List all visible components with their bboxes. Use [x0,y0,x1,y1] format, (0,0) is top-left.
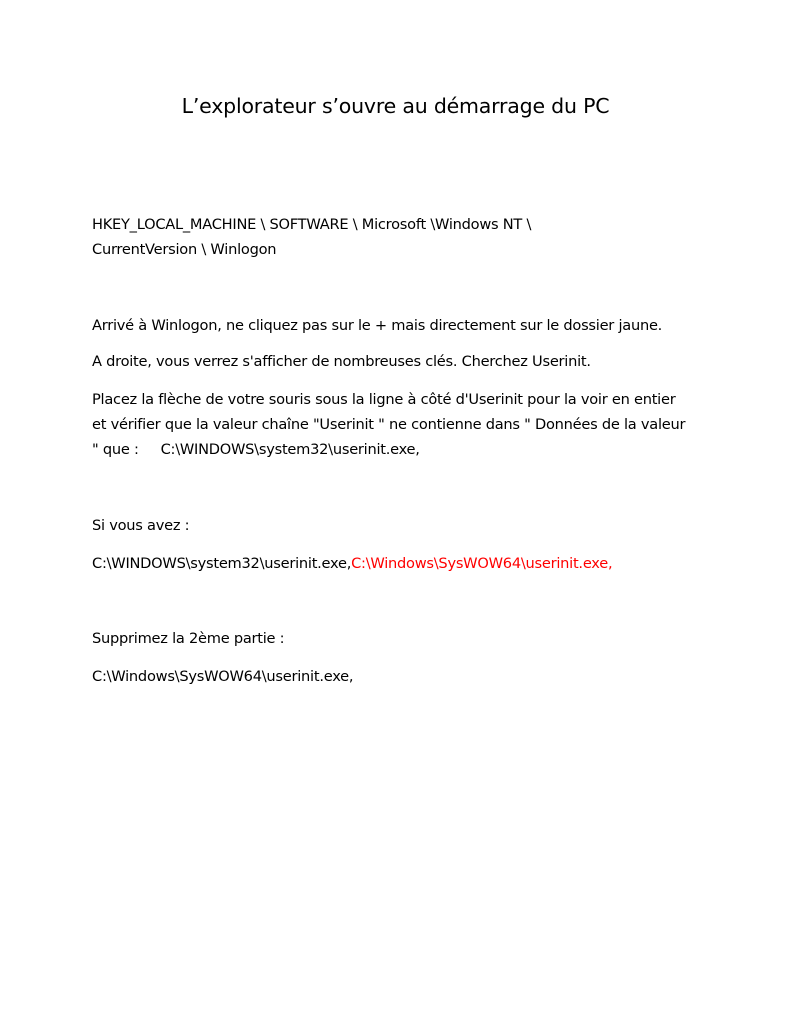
step-check-value-line-2: et vérifier que la valeur chaîne "Userinit " ne contienne dans " Données de la valeur [92,416,686,433]
remove-label: Supprimez la 2ème partie : [92,630,285,647]
example-value-red: C:\Windows\SysWOW64\userinit.exe, [351,555,613,572]
step-winlogon: Arrivé à Winlogon, ne cliquez pas sur le + mais directement sur le dossier jaune. [92,317,663,334]
step-find-userinit: A droite, vous verrez s'afficher de nombreuses clés. Cherchez Userinit. [92,353,591,370]
example-value-normal: C:\WINDOWS\system32\userinit.exe, [92,555,352,572]
step-check-value-line-1: Placez la flèche de votre souris sous la ligne à côté d'Userinit pour la voir en entier [92,391,676,408]
registry-path-line-2: CurrentVersion \ Winlogon [92,241,277,258]
registry-path-line-1: HKEY_LOCAL_MACHINE \ SOFTWARE \ Microsoft \Windows NT \ [92,216,532,233]
registry-path [92,212,712,262]
step-check-value [92,387,712,462]
remove-value: C:\Windows\SysWOW64\userinit.exe, [92,668,354,685]
page-title: L’explorateur s’ouvre au démarrage du PC [181,94,610,118]
step-check-value-line-3: " que : C:\WINDOWS\system32\userinit.exe, [92,441,420,458]
if-you-have-label: Si vous avez : [92,517,190,534]
example-value [92,551,712,576]
